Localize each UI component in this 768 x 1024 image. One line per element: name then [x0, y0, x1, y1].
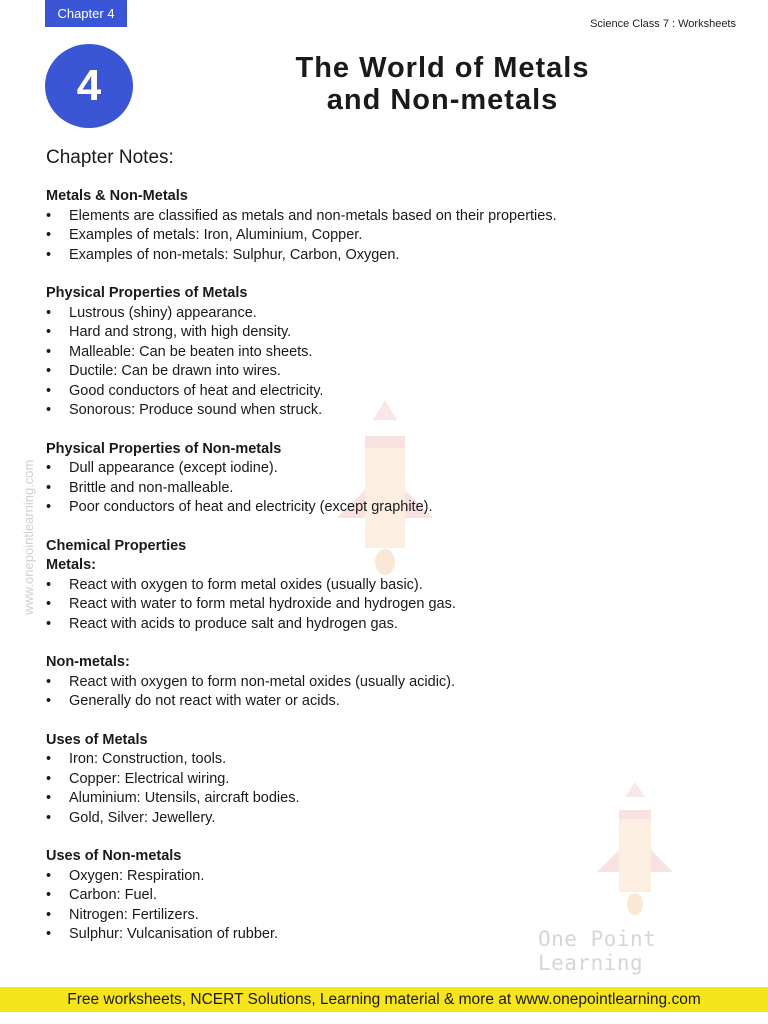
- section-title: Metals & Non-Metals: [46, 188, 188, 204]
- section-chemical-properties: [46, 537, 736, 635]
- notes-heading: Chapter Notes:: [46, 147, 174, 168]
- list-item: • Generally do not react with water or acids.: [46, 692, 736, 712]
- list-item: • Oxygen: Respiration.: [46, 867, 736, 887]
- list-item: • React with oxygen to form non-metal oxides (usually acidic).: [46, 673, 736, 693]
- bullet-list: [46, 750, 736, 828]
- list-item: • Examples of non-metals: Sulphur, Carbon, Oxygen.: [46, 246, 736, 266]
- list-item: • React with water to form metal hydroxide and hydrogen gas.: [46, 595, 736, 615]
- bullet-list: [46, 207, 736, 266]
- chapter-tab: Chapter 4: [45, 0, 127, 27]
- list-item: • Examples of metals: Iron, Aluminium, Copper.: [46, 226, 736, 246]
- chapter-notes: [46, 146, 736, 964]
- section-nonmetals-chemical: [46, 653, 736, 712]
- bullet-list: [46, 576, 736, 635]
- bullet-list: [46, 673, 736, 712]
- section-title: Uses of Non-metals: [46, 848, 182, 864]
- list-item: • Aluminium: Utensils, aircraft bodies.: [46, 789, 736, 809]
- list-item: • Copper: Electrical wiring.: [46, 770, 736, 790]
- subject-label: Science Class 7 : Worksheets: [590, 18, 736, 30]
- list-item: • Hard and strong, with high density.: [46, 323, 736, 343]
- list-item: • Lustrous (shiny) appearance.: [46, 304, 736, 324]
- brand-watermark-text: One Point Learning: [538, 927, 657, 975]
- section-physical-metals: [46, 284, 736, 421]
- bullet-list: [46, 304, 736, 421]
- list-item: • Malleable: Can be beaten into sheets.: [46, 343, 736, 363]
- watermark-vertical-url: www.onepointlearning.com: [21, 459, 36, 615]
- list-item: • Sonorous: Produce sound when struck.: [46, 401, 736, 421]
- footer-banner: Free worksheets, NCERT Solutions, Learning material & more at www.onepointlearning.com: [0, 987, 768, 1012]
- page-title: [180, 52, 705, 116]
- list-item: • React with acids to produce salt and hydrogen gas.: [46, 615, 736, 635]
- page-title-line-1: The World of Metals: [295, 52, 590, 84]
- list-item: • Dull appearance (except iodine).: [46, 459, 736, 479]
- list-item: • Elements are classified as metals and non-metals based on their properties.: [46, 207, 736, 227]
- list-item: • Nitrogen: Fertilizers.: [46, 906, 736, 926]
- section-subtitle: Metals:: [46, 557, 96, 573]
- list-item: • Iron: Construction, tools.: [46, 750, 736, 770]
- page-title-line-2: and Non-metals: [326, 84, 559, 116]
- section-uses-metals: [46, 731, 736, 829]
- list-item: • Sulphur: Vulcanisation of rubber.: [46, 925, 736, 945]
- section-title: Physical Properties of Metals: [46, 285, 248, 301]
- list-item: • Brittle and non-malleable.: [46, 479, 736, 499]
- section-title: Uses of Metals: [46, 731, 148, 748]
- section-physical-nonmetals: [46, 440, 736, 518]
- list-item: • Good conductors of heat and electricity.: [46, 382, 736, 402]
- section-title: Chemical Properties: [46, 537, 187, 554]
- chapter-number-badge: 4: [45, 44, 133, 128]
- list-item: • Poor conductors of heat and electricity (except graphite).: [46, 498, 736, 518]
- section-title: Physical Properties of Non-metals: [46, 440, 282, 457]
- list-item: • Gold, Silver: Jewellery.: [46, 809, 736, 829]
- list-item: • Carbon: Fuel.: [46, 886, 736, 906]
- list-item: • React with oxygen to form metal oxides (usually basic).: [46, 576, 736, 596]
- list-item: • Ductile: Can be drawn into wires.: [46, 362, 736, 382]
- bullet-list: [46, 459, 736, 518]
- section-uses-nonmetals: [46, 847, 736, 945]
- section-title: Non-metals:: [46, 654, 130, 670]
- bullet-list: [46, 867, 736, 945]
- section-metals-nonmetals: [46, 187, 736, 265]
